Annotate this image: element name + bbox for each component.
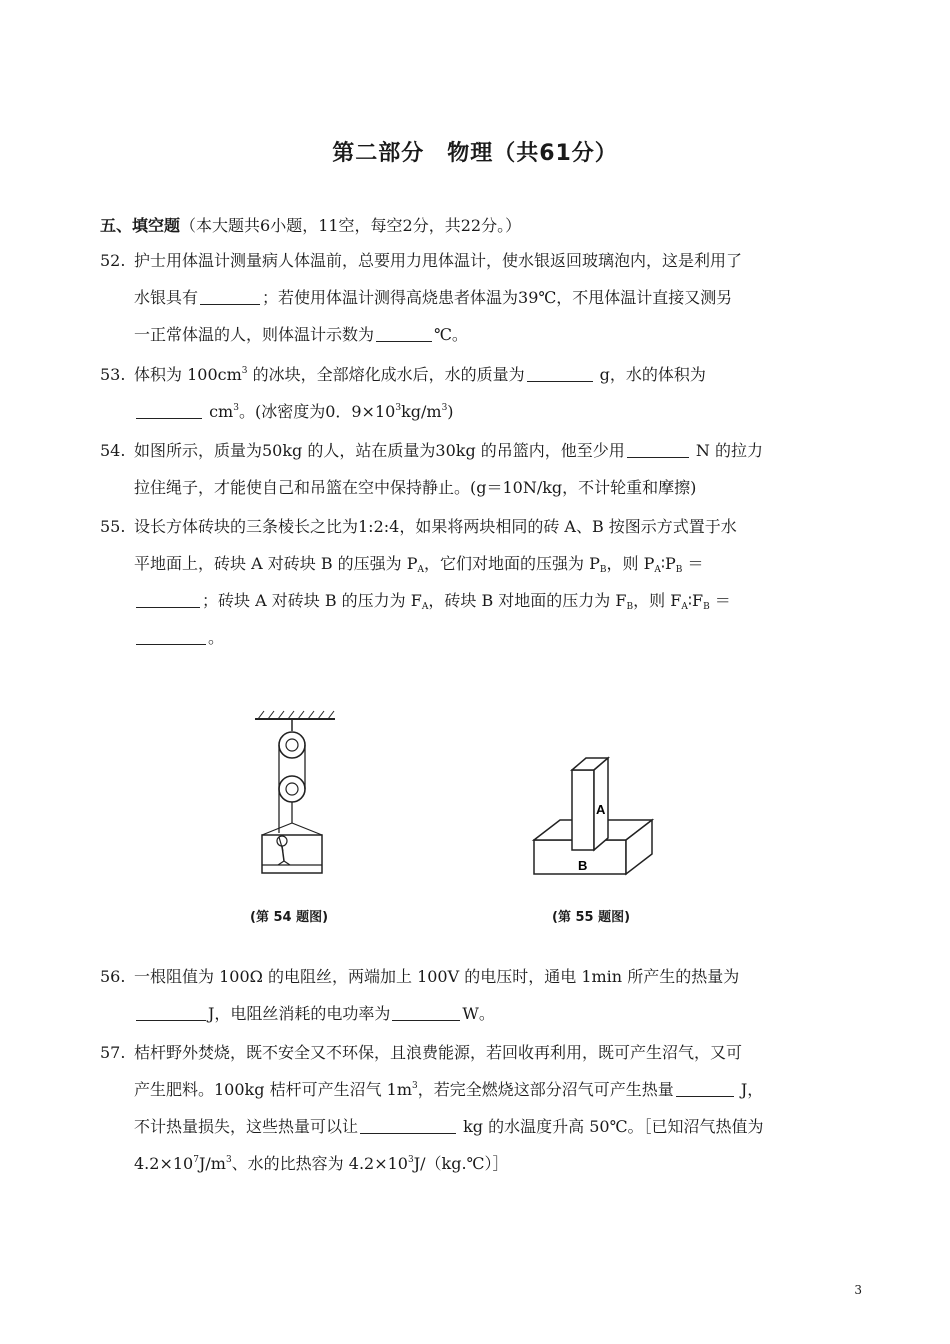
brick-b-label: B (578, 858, 588, 873)
page-number: 3 (854, 1283, 862, 1297)
question-number: 55. (100, 517, 126, 536)
question-54: 54. 如图所示，质量为50kg 的人，站在质量为30kg 的吊篮内，他至少用 N 的拉力 拉住绳子，才能使自己和吊篮在空中保持静止。(g＝10N/kg，不计轮重和摩擦) (100, 432, 800, 506)
question-55: 55. 设长方体砖块的三条棱长之比为1:2:4，如果将两块相同的砖 A、B 按图示方式置于水 平地面上，砖块 A 对砖块 B 的压强为 $P_A$，它们对地面的压强为 $P_B$，则 $P_A∶P_B$ ＝ ；砖块 A 对砖块 B 的压力为 $F_A$，砖块 B 对地面的压力为 $F_B$，则 $F_A∶F_B$ ＝ 。 (100, 508, 800, 656)
answer-blank (136, 1004, 206, 1021)
answer-blank (676, 1080, 734, 1097)
question-number: 53. (100, 365, 126, 384)
figure-54-caption: (第 54 题图) (250, 910, 329, 925)
question-56: 56. 一根阻值为 100Ω 的电阻丝，两端加上 100V 的电压时，通电 1min 所产生的热量为 J，电阻丝消耗的电功率为 W。 (100, 958, 800, 1032)
answer-blank (360, 1117, 456, 1134)
brick-a-label: A (596, 802, 606, 817)
section-heading (100, 213, 521, 236)
answer-blank (136, 591, 200, 608)
answer-blank (376, 325, 432, 342)
answer-blank (200, 288, 260, 305)
answer-blank (136, 628, 206, 645)
answer-blank (392, 1004, 460, 1021)
question-number: 52. (100, 251, 126, 270)
section-title: 五、填空题 (100, 216, 181, 235)
figure-55-caption: (第 55 题图) (552, 910, 631, 925)
section-note: （本大题共6小题，11空，每空2分，共22分。） (180, 216, 522, 235)
answer-blank (136, 402, 202, 419)
page-title: 第二部分 物理（共61分） (332, 141, 618, 166)
answer-blank (627, 441, 689, 458)
question-57: 57. 桔杆野外焚烧，既不安全又不环保，且浪费能源，若回收再利用，既可产生沼气，又可 产生肥料。100kg 桔杆可产生沼气 $1m^3$，若完全燃烧这部分沼气可产生热量 J， 不计热量损失，这些热量可以让 kg 的水温度升高 50℃。［已知沼气热值为 $4.2\times 10^7J/m^3$、水的比热容为 $4.2\times 10^3J/(kg.℃)]$ (100, 1034, 800, 1182)
pulley-figure (250, 705, 370, 885)
question-52: 52. 护士用体温计测量病人体温前，总要用力甩体温计，使水银返回玻璃泡内，这是利用了 水银具有 ；若使用体温计测得高烧患者体温为39℃，不甩体温计直接又测另 一正常体温的人，则体温计示数为 ℃。 (100, 242, 800, 353)
question-number: 54. (100, 441, 126, 460)
question-number: 57. (100, 1043, 126, 1062)
question-number: 56. (100, 967, 126, 986)
question-53: 53. 体积为 $100cm^3$ 的冰块，全部熔化成水后，水的质量为 g，水的体积为 $cm^3$。(冰密度为0．$9\times 10^3kg/m^3$) (100, 356, 800, 430)
answer-blank (527, 365, 593, 382)
brick-figure (530, 742, 660, 882)
